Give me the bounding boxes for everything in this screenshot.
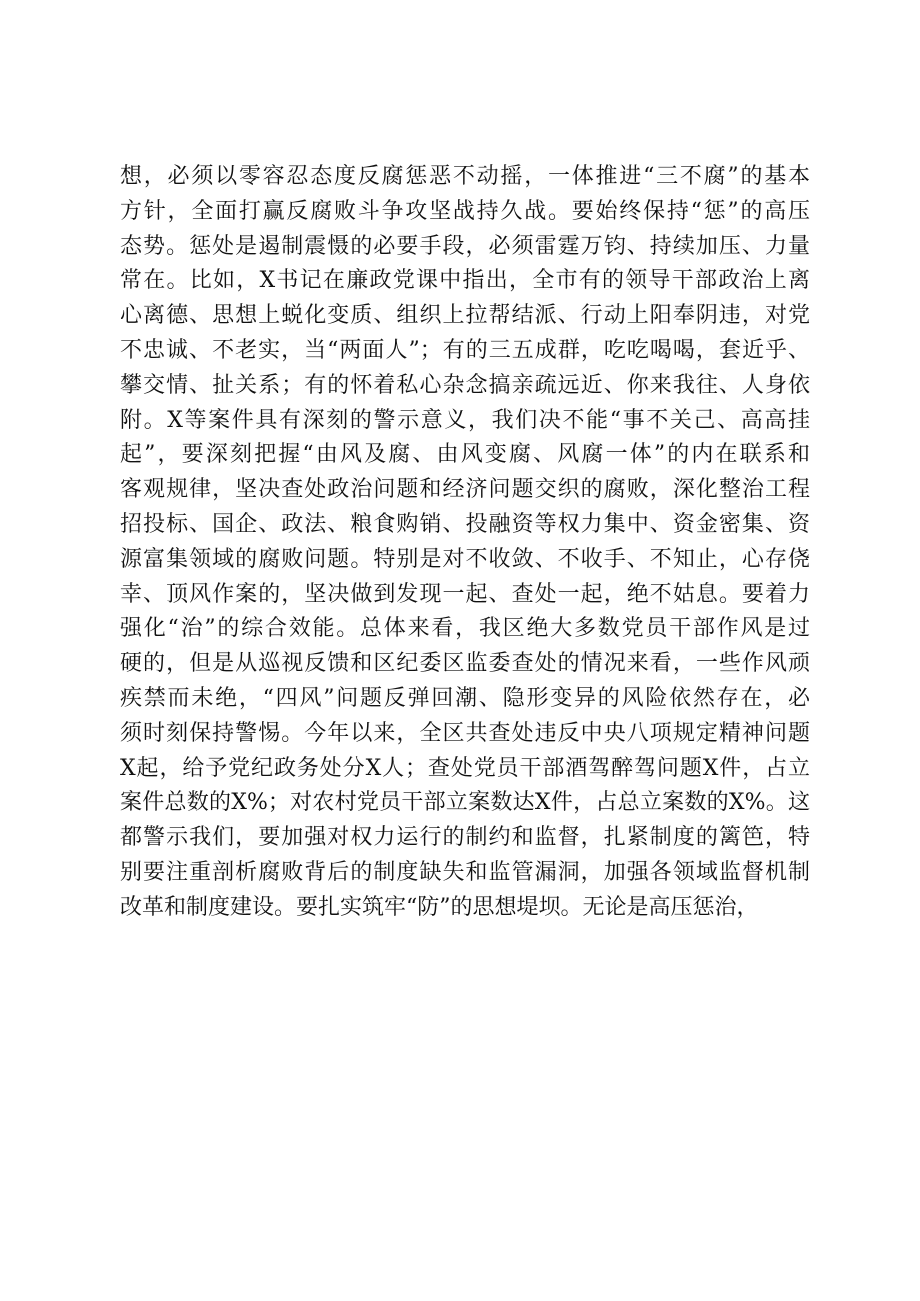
text-line: 方针，全面打赢反腐败斗争攻坚战持久战。要始终保持“惩”的高压 (120, 198, 810, 224)
text-line: 常在。比如，X书记在廉政党课中指出，全市有的领导干部政治上离 (120, 268, 810, 294)
text-line: 硬的，但是从巡视反馈和区纪委区监委查处的情况来看，一些作风顽 (120, 651, 810, 677)
text-line: 招投标、国企、政法、粮食购销、投融资等权力集中、资金密集、资 (120, 511, 810, 537)
text-line: 幸、顶风作案的，坚决做到发现一起、查处一起，绝不姑息。要着力 (120, 581, 810, 607)
text-line: 起”，要深刻把握“由风及腐、由风变腐、风腐一体”的内在联系和 (120, 442, 810, 468)
text-line: 客观规律，坚决查处政治问题和经济问题交织的腐败，深化整治工程 (120, 477, 810, 503)
text-line: 不忠诚、不老实，当“两面人”；有的三五成群，吃吃喝喝，套近乎、 (120, 337, 810, 363)
text-line: 改革和制度建设。要扎实筑牢“防”的思想堤坝。无论是高压惩治， (120, 894, 759, 920)
text-line: 想，必须以零容忍态度反腐惩恶不动摇，一体推进“三不腐”的基本 (120, 164, 810, 189)
text-line: 都警示我们，要加强对权力运行的制约和监督，扎紧制度的篱笆，特 (120, 825, 810, 851)
text-line: 攀交情、扯关系；有的怀着私心杂念搞亲疏远近、你来我往、人身依 (120, 372, 810, 398)
text-line: 源富集领域的腐败问题。特别是对不收敛、不收手、不知止，心存侥 (120, 546, 810, 572)
text-line: 强化“治”的综合效能。总体来看，我区绝大多数党员干部作风是过 (120, 616, 810, 642)
text-line: 附。X等案件具有深刻的警示意义，我们决不能“事不关己、高高挂 (120, 407, 810, 433)
text-line: 别要注重剖析腐败背后的制度缺失和监管漏洞，加强各领域监督机制 (120, 859, 810, 885)
text-line: 态势。惩处是遏制震慑的必要手段，必须雷霆万钧、持续加压、力量 (120, 233, 810, 259)
text-line: 心离德、思想上蜕化变质、组织上拉帮结派、行动上阳奉阴违，对党 (120, 303, 810, 329)
text-line: 案件总数的X%；对农村党员干部立案数达X件，占总立案数的X%。这 (120, 790, 810, 816)
text-line: 须时刻保持警惕。今年以来，全区共查处违反中央八项规定精神问题 (120, 720, 810, 746)
body-paragraph (120, 160, 810, 926)
text-line: X起，给予党纪政务处分X人；查处党员干部酒驾醉驾问题X件，占立 (120, 755, 810, 781)
text-line: 疾禁而未绝，“四风”问题反弹回潮、隐形变异的风险依然存在，必 (120, 685, 810, 711)
